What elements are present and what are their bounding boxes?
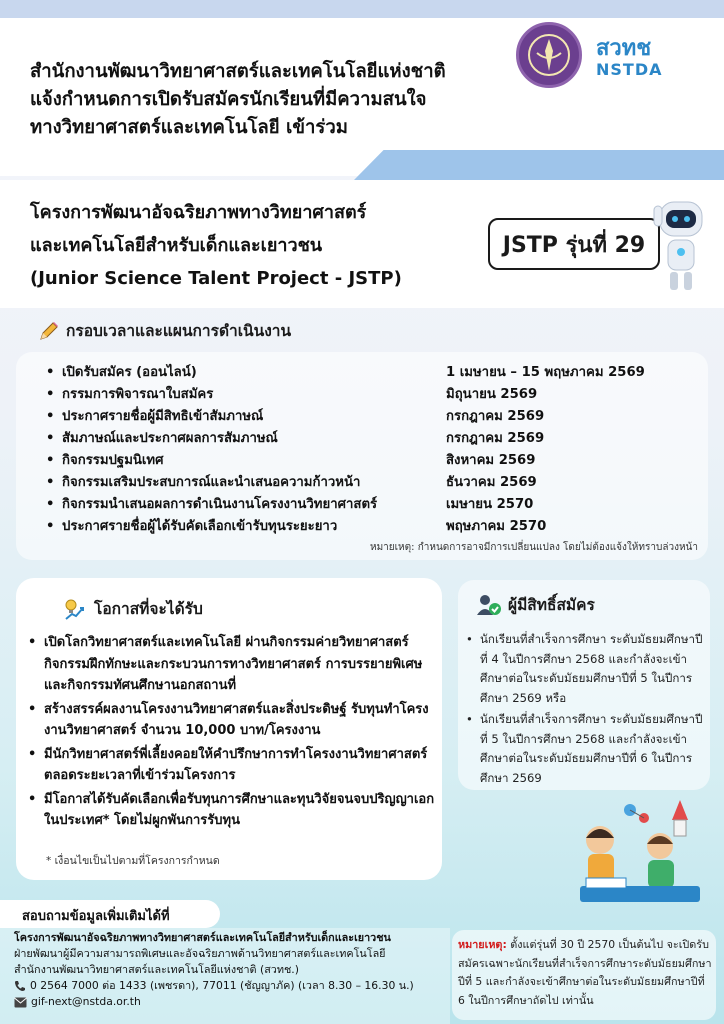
timeline-date: ธันวาคม 2569 <box>446 475 537 490</box>
timeline-activity: กิจกรรมปฐมนิเทศ <box>62 453 164 468</box>
timeline-row <box>46 494 686 516</box>
bullet-icon: • <box>46 519 55 534</box>
pencil-icon <box>38 320 60 342</box>
timeline-row <box>46 384 686 406</box>
eligibility-heading-text: ผู้มีสิทธิ์สมัคร <box>508 596 595 614</box>
header-title <box>30 58 500 142</box>
bullet-icon: • <box>46 409 55 424</box>
email-icon <box>14 997 27 1008</box>
timeline-activity: สัมภาษณ์และประกาศผลการสัมภาษณ์ <box>62 431 278 446</box>
timeline-date: พฤษภาคม 2570 <box>446 519 547 534</box>
contact-info <box>14 930 454 1010</box>
timeline-row <box>46 516 686 538</box>
timeline-row <box>46 406 686 428</box>
benefits-list <box>28 632 436 834</box>
bullet-icon: • <box>46 453 55 468</box>
timeline-date: กรกฎาคม 2569 <box>446 409 545 424</box>
benefit-item <box>28 789 436 832</box>
benefits-heading-text: โอกาสที่จะได้รับ <box>94 600 203 618</box>
bullet-icon: • <box>466 632 473 646</box>
warning-text: ตั้งแต่รุ่นที่ 30 ปี 2570 เป็นต้นไป จะเปิดรับสมัครเฉพาะนักเรียนที่สำเร็จการศึกษาระดับมัธยมศึกษาปีที่ 5 และกำลังจะเข้าศึกษาต่อในระดับมัธยมศึกษาปีที่ 6 ในปีการศึกษาถัดไป เท่านั้น <box>458 938 712 1007</box>
benefits-footnote: * เงื่อนไขเป็นไปตามที่โครงการกำหนด <box>46 855 220 867</box>
benefit-text: มีโอกาสได้รับคัดเลือกเพื่อรับทุนการศึกษาและทุนวิจัยจนจบปริญญาเอกในประเทศ* โดยไม่ผูกพันการรับทุน <box>44 791 435 828</box>
header-accent-stripe <box>354 150 724 180</box>
bullet-icon: • <box>46 387 55 402</box>
timeline-date: 1 เมษายน – 15 พฤษภาคม 2569 <box>446 365 645 380</box>
project-title <box>30 196 490 295</box>
kids-science-illustration <box>560 790 720 910</box>
timeline-date: มิถุนายน 2569 <box>446 387 538 402</box>
timeline-activity: ประกาศรายชื่อผู้มีสิทธิเข้าสัมภาษณ์ <box>62 409 264 424</box>
timeline-row <box>46 472 686 494</box>
lightbulb-growth-icon <box>62 597 86 621</box>
bullet-icon: • <box>46 475 55 490</box>
project-title-line-1: โครงการพัฒนาอัจฉริยภาพทางวิทยาศาสตร์ <box>30 202 367 223</box>
announce-line-1: แจ้งกำหนดการเปิดรับสมัครนักเรียนที่มีความสนใจ <box>30 89 427 110</box>
contact-heading: สอบถามข้อมูลเพิ่มเติมได้ที่ <box>22 909 170 924</box>
eligibility-item <box>466 630 706 708</box>
eligibility-item <box>466 710 706 788</box>
bullet-icon: • <box>28 635 37 650</box>
benefit-item <box>28 744 436 787</box>
bullet-icon: • <box>28 701 37 717</box>
contact-phone[interactable]: 0 2564 7000 ต่อ 1433 (เพชรดา), 77011 (ชัญญาภัค) (เวลา 8.30 – 16.30 น.) <box>30 979 414 992</box>
bullet-icon: • <box>28 746 37 762</box>
contact-agency: สำนักงานพัฒนาวิทยาศาสตร์และเทคโนโลยีแห่งชาติ (สวทช.) <box>14 963 299 976</box>
bullet-icon: • <box>28 791 37 807</box>
ministry-seal-logo <box>516 22 582 88</box>
contact-department: ฝ่ายพัฒนาผู้มีความสามารถพิเศษและอัจฉริยภาพด้านวิทยาศาสตร์และเทคโนโลยี <box>14 947 386 960</box>
timeline-date: เมษายน 2570 <box>446 497 534 512</box>
timeline-heading <box>38 318 291 343</box>
contact-project-name: โครงการพัฒนาอัจฉริยภาพทางวิทยาศาสตร์และเทคโนโลยีสำหรับเด็กและเยาวชน <box>14 931 391 944</box>
benefit-text: เปิดโลกวิทยาศาสตร์และเทคโนโลยี ผ่านกิจกรรมค่ายวิทยาศาสตร์ กิจกรรมฝึกทักษะและกระบวนการทางวิทยาศาสตร์ การบรรยายพิเศษและกิจกรรมทัศนศึกษานอกสถานที่ <box>44 635 423 693</box>
timeline-activity: กิจกรรมเสริมประสบการณ์และนำเสนอความก้าวหน้า <box>62 475 361 490</box>
project-title-line-2: และเทคโนโลยีสำหรับเด็กและเยาวชน <box>30 235 323 256</box>
benefit-text: มีนักวิทยาศาสตร์พี่เลี้ยงคอยให้คำปรึกษาการทำโครงงานวิทยาศาสตร์ตลอดระยะเวลาที่เข้าร่วมโครงการ <box>44 746 428 783</box>
bullet-icon: • <box>46 497 55 512</box>
phone-icon <box>14 980 26 992</box>
seal-emblem-icon <box>527 33 571 77</box>
user-check-icon <box>476 593 502 617</box>
warning-note <box>458 936 714 1010</box>
bullet-icon: • <box>46 365 55 380</box>
benefits-heading <box>62 596 203 621</box>
warning-label: หมายเหตุ: <box>458 938 507 951</box>
agency-line: สำนักงานพัฒนาวิทยาศาสตร์และเทคโนโลยีแห่งชาติ <box>30 61 446 82</box>
project-title-line-3: (Junior Science Talent Project - JSTP) <box>30 268 402 289</box>
contact-phone-row <box>14 978 454 994</box>
timeline-row <box>46 362 686 384</box>
benefit-text: สร้างสรรค์ผลงานโครงงานวิทยาศาสตร์และสิ่งประดิษฐ์ รับทุนทำโครงงานวิทยาศาสตร์ จำนวน 10,000 บาท/โครงงาน <box>44 701 429 738</box>
nstda-logo-english: NSTDA <box>596 60 663 79</box>
timeline-row <box>46 450 686 472</box>
contact-email[interactable]: gif-next@nstda.or.th <box>31 995 141 1008</box>
nstda-logo-thai: สวทช <box>596 36 652 61</box>
robot-mascot-icon <box>650 196 712 296</box>
benefit-item <box>28 699 436 742</box>
bullet-icon: • <box>466 712 473 726</box>
eligibility-list <box>466 630 706 790</box>
timeline-list <box>46 362 686 538</box>
timeline-heading-text: กรอบเวลาและแผนการดำเนินงาน <box>66 322 292 340</box>
contact-email-row <box>14 994 454 1010</box>
timeline-date: สิงหาคม 2569 <box>446 453 536 468</box>
timeline-activity: กิจกรรมนำเสนอผลการดำเนินงานโครงงานวิทยาศาสตร์ <box>62 497 378 512</box>
timeline-activity: ประกาศรายชื่อผู้ได้รับคัดเลือกเข้ารับทุนระยะยาว <box>62 519 338 534</box>
nstda-logo <box>596 38 716 79</box>
eligibility-text: นักเรียนที่สำเร็จการศึกษา ระดับมัธยมศึกษาปีที่ 4 ในปีการศึกษา 2568 และกำลังจะเข้าศึกษาต่อในระดับมัธยมศึกษาปีที่ 5 ในปีการศึกษา 2569 หรือ <box>480 632 703 705</box>
top-band <box>0 0 724 18</box>
timeline-note: หมายเหตุ: กำหนดการอาจมีการเปลี่ยนแปลง โดยไม่ต้องแจ้งให้ทราบล่วงหน้า <box>369 542 698 553</box>
announce-line-2: ทางวิทยาศาสตร์และเทคโนโลยี เข้าร่วม <box>30 117 348 138</box>
timeline-row <box>46 428 686 450</box>
bullet-icon: • <box>46 431 55 446</box>
jstp-batch-badge: JSTP รุ่นที่ 29 <box>488 218 660 270</box>
timeline-activity: เปิดรับสมัคร (ออนไลน์) <box>62 365 197 380</box>
eligibility-text: นักเรียนที่สำเร็จการศึกษา ระดับมัธยมศึกษาปีที่ 5 ในปีการศึกษา 2568 และกำลังจะเข้าศึกษาต่อในระดับมัธยมศึกษาปีที่ 6 ในปีการศึกษา 2569 <box>480 712 703 785</box>
eligibility-heading <box>476 592 595 617</box>
benefit-item <box>28 632 436 697</box>
timeline-date: กรกฎาคม 2569 <box>446 431 545 446</box>
timeline-activity: กรรมการพิจารณาใบสมัคร <box>62 387 214 402</box>
